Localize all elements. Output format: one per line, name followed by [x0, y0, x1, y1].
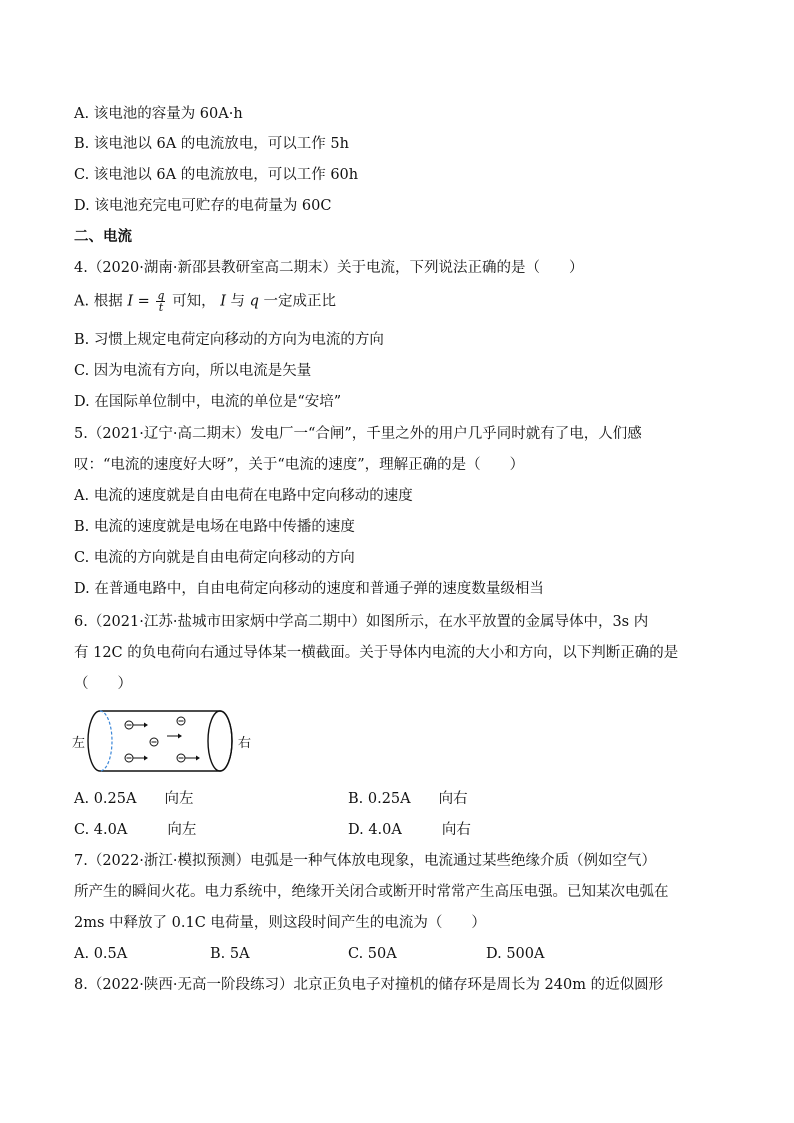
figure-label-right: 右: [238, 736, 252, 751]
negative-charge: [125, 754, 148, 762]
q4-a-fraction: [156, 290, 165, 313]
q7-stem-line3: 2ms 中释放了 0.1C 电荷量，则这段时间产生的电流为（ ）: [74, 915, 486, 931]
q4-option-d: D. 在国际单位制中，电流的单位是“安培”: [74, 394, 342, 410]
q4-a-var1: I: [220, 293, 226, 310]
q5-stem-line1: 5.（2021·辽宁·高二期末）发电厂一“合闸”，千里之外的用户几乎同时就有了电，人们感: [74, 426, 642, 442]
q5-stem-line2: 叹：“电流的速度好大呀”，关于“电流的速度”，理解正确的是（ ）: [74, 457, 525, 473]
q6-a-value: A. 0.25A: [74, 791, 137, 807]
q7-option-a: A. 0.5A: [74, 946, 128, 962]
q6-b-direction: 向右: [438, 791, 468, 807]
q7-option-c: C. 50A: [348, 946, 397, 962]
q6-b-value: B. 0.25A: [348, 791, 411, 807]
q4-a-mid1: 可知，: [172, 293, 216, 310]
q6-a-direction: 向左: [164, 791, 194, 807]
q6-option-c: [74, 820, 196, 840]
fraction-denominator: t: [158, 301, 164, 314]
q3-option-a: A. 该电池的容量为 60A·h: [74, 106, 243, 122]
q4-option-c: C. 因为电流有方向，所以电流是矢量: [74, 363, 312, 379]
q6-option-a: [74, 789, 193, 809]
charge-arrow: [167, 734, 182, 739]
q7-option-b: B. 5A: [210, 946, 250, 962]
negative-charge: [125, 721, 148, 729]
cylinder-left-hidden-edge: [100, 711, 112, 771]
q6-c-value: C. 4.0A: [74, 822, 128, 838]
q3-option-b: B. 该电池以 6A 的电流放电，可以工作 5h: [74, 136, 349, 152]
q5-option-d: D. 在普通电路中，自由电荷定向移动的速度和普通子弹的速度数量级相当: [74, 581, 544, 597]
q4-a-suffix: 一定成正比: [263, 293, 337, 310]
negative-charge: [150, 738, 158, 746]
q7-stem-line1: 7.（2022·浙江·模拟预测）电弧是一种气体放电现象，电流通过某些绝缘介质（例如空气）: [74, 853, 656, 869]
q6-stem-line2: 有 12C 的负电荷向右通过导体某一横截面。关于导体内电流的大小和方向，以下判断正确的是: [74, 645, 679, 661]
q6-option-d: [348, 820, 471, 840]
q7-stem-line2: 所产生的瞬间火花。电力系统中，绝缘开关闭合或断开时常常产生高压电强。已知某次电弧在: [74, 884, 669, 900]
q4-a-prefix: A. 根据: [74, 293, 123, 310]
negative-charge: [177, 754, 200, 762]
q7-option-d: D. 500A: [486, 946, 545, 962]
q4-option-b: B. 习惯上规定电荷定向移动的方向为电流的方向: [74, 332, 384, 348]
q6-c-direction: 向左: [167, 822, 197, 838]
q6-d-value: D. 4.0A: [348, 822, 402, 838]
negative-charge: [177, 717, 185, 725]
q6-stem-line1: 6.（2021·江苏·盐城市田家炳中学高二期中）如图所示，在水平放置的金属导体中，3s 内: [74, 614, 649, 630]
q3-option-d: D. 该电池充完电可贮存的电荷量为 60C: [74, 198, 332, 214]
q5-option-c: C. 电流的方向就是自由电荷定向移动的方向: [74, 550, 355, 566]
cylinder-right-end: [208, 711, 232, 771]
q3-option-c: C. 该电池以 6A 的电流放电，可以工作 60h: [74, 167, 359, 183]
cylinder-outline: [88, 711, 232, 771]
q4-a-formula-lhs: I =: [127, 293, 150, 310]
q6-d-direction: 向右: [441, 822, 471, 838]
conductor-figure: [70, 706, 260, 776]
q5-option-b: B. 电流的速度就是电场在电路中传播的速度: [74, 519, 355, 535]
section-heading: 二、电流: [74, 229, 132, 245]
fraction-numerator: q: [157, 289, 165, 302]
q4-option-a: [74, 290, 336, 313]
q4-a-var2: q: [249, 293, 259, 310]
q4-stem: 4.（2020·湖南·新邵县教研室高二期末）关于电流，下列说法正确的是（ ）: [74, 260, 584, 276]
figure-label-left: 左: [72, 736, 86, 751]
q8-stem-line1: 8.（2022·陕西·无高一阶段练习）北京正负电子对撞机的储存环是周长为 240m 的近似圆形: [74, 977, 664, 993]
q6-option-b: [348, 789, 468, 809]
q4-a-mid2: 与: [230, 293, 246, 310]
q5-option-a: A. 电流的速度就是自由电荷在电路中定向移动的速度: [74, 488, 413, 504]
q6-stem-line3: （ ）: [74, 676, 132, 692]
